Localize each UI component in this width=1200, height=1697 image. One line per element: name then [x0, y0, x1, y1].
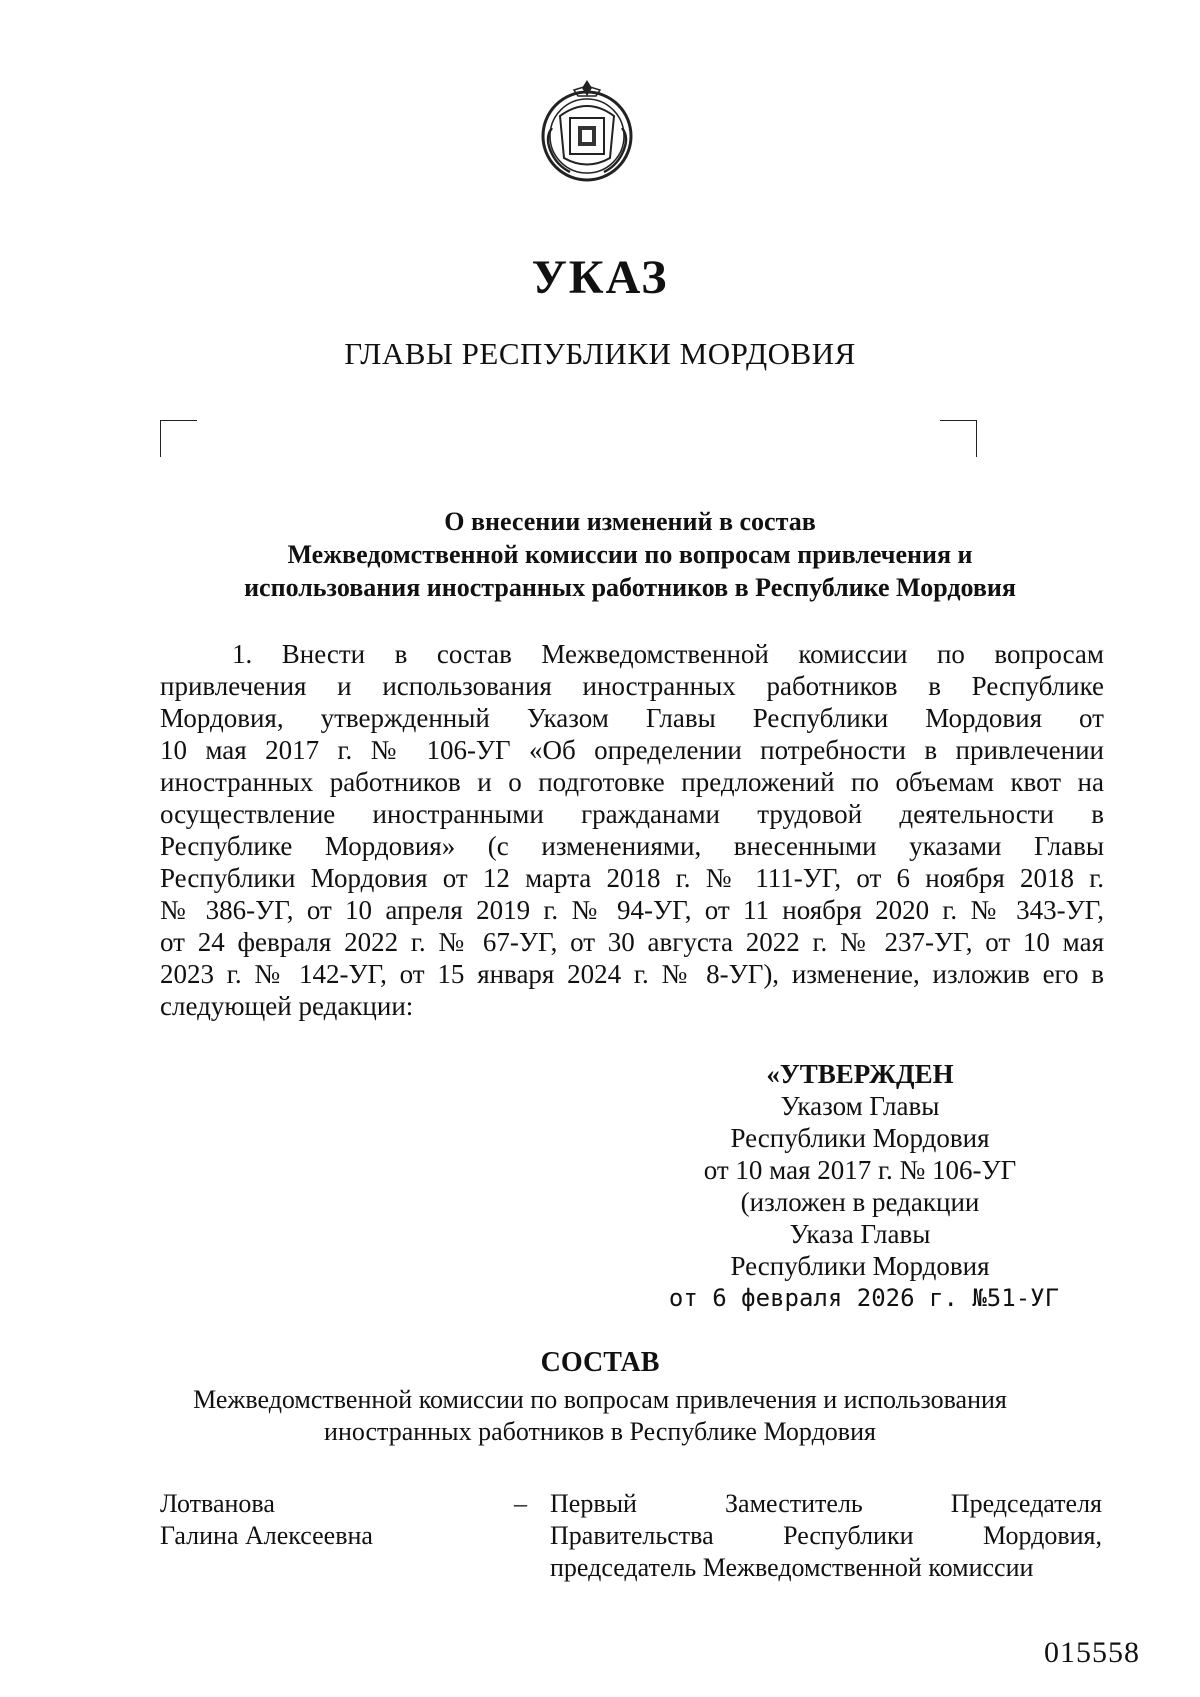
- member-given-names: Галина Алексеевна: [160, 1521, 373, 1550]
- approval-line: Указа Главы: [789, 1219, 931, 1249]
- heading-line: О внесении изменений в состав: [444, 507, 816, 536]
- approval-line: от 10 мая 2017 г. № 106-УГ: [703, 1155, 1017, 1185]
- decree-heading: [180, 505, 1080, 604]
- paragraph-line: следующей редакции:: [160, 991, 414, 1021]
- composition-subtitle: [100, 1384, 1100, 1448]
- approval-date-line: от 6 февраля 2026 г. №51-УГ: [668, 1284, 1060, 1312]
- member-role: [550, 1488, 1102, 1584]
- paragraph-line: Республики Мордовия от 12 марта 2018 г. № 111-УГ, от 6 ноября 2018 г.: [160, 863, 1104, 893]
- heading-corner-right: [940, 420, 977, 457]
- approval-stamp-block: [640, 1058, 1080, 1314]
- paragraph-line: 1. Внести в состав Межведомственной комиссии по вопросам: [232, 639, 1104, 669]
- composition-subtitle-line: иностранных работников в Республике Мордовия: [324, 1417, 876, 1446]
- coat-of-arms-emblem: [530, 76, 644, 186]
- heading-corner-left: [160, 420, 197, 457]
- paragraph-line: иностранных работников и о подготовке предложений по объемам квот на: [160, 767, 1104, 797]
- paragraph-line: 2023 г. № 142-УГ, от 15 января 2024 г. № 8-УГ), изменение, изложив его в: [160, 959, 1104, 989]
- heading-line: использования иностранных работников в Республике Мордовия: [244, 573, 1016, 602]
- approval-line: Республики Мордовия: [730, 1251, 990, 1281]
- member-name: [160, 1488, 500, 1552]
- serial-number: 015558: [1044, 1636, 1140, 1669]
- paragraph-line: Мордовия, утвержденный Указом Главы Республики Мордовия от: [160, 703, 1104, 733]
- member-role-line: Правительства Республики Мордовия,: [550, 1521, 1102, 1550]
- approval-line: Республики Мордовия: [730, 1123, 990, 1153]
- paragraph-line: Республике Мордовия» (с изменениями, внесенными указами Главы: [160, 831, 1104, 861]
- paragraph-line: осуществление иностранными гражданами трудовой деятельности в: [160, 799, 1104, 829]
- decree-paragraph: [160, 638, 1104, 1022]
- heading-line: Межведомственной комиссии по вопросам привлечения и: [287, 540, 973, 569]
- paragraph-line: привлечения и использования иностранных работников в Республике: [160, 671, 1104, 701]
- approval-line: (изложен в редакции: [740, 1187, 980, 1217]
- composition-title: СОСТАВ: [540, 1347, 660, 1378]
- paragraph-line: № 386-УГ, от 10 апреля 2019 г. № 94-УГ, от 11 ноября 2020 г. № 343-УГ,: [160, 895, 1104, 925]
- paragraph-line: 10 мая 2017 г. № 106-УГ «Об определении потребности в привлечении: [160, 735, 1104, 765]
- member-dash: –: [514, 1489, 527, 1518]
- document-title: УКАЗ: [531, 251, 669, 304]
- member-role-line: председатель Межведомственной комиссии: [550, 1553, 1034, 1582]
- member-surname: Лотванова: [160, 1489, 275, 1518]
- approval-line: Указом Главы: [780, 1091, 940, 1121]
- paragraph-line: от 24 февраля 2022 г. № 67-УГ, от 30 августа 2022 г. № 237-УГ, от 10 мая: [160, 927, 1104, 957]
- document-subtitle: ГЛАВЫ РЕСПУБЛИКИ МОРДОВИЯ: [344, 336, 856, 371]
- member-role-line: Первый Заместитель Председателя: [550, 1489, 1102, 1518]
- composition-subtitle-line: Межведомственной комиссии по вопросам привлечения и использования: [193, 1385, 1007, 1414]
- approval-head: «УТВЕРЖДЕН: [766, 1059, 954, 1089]
